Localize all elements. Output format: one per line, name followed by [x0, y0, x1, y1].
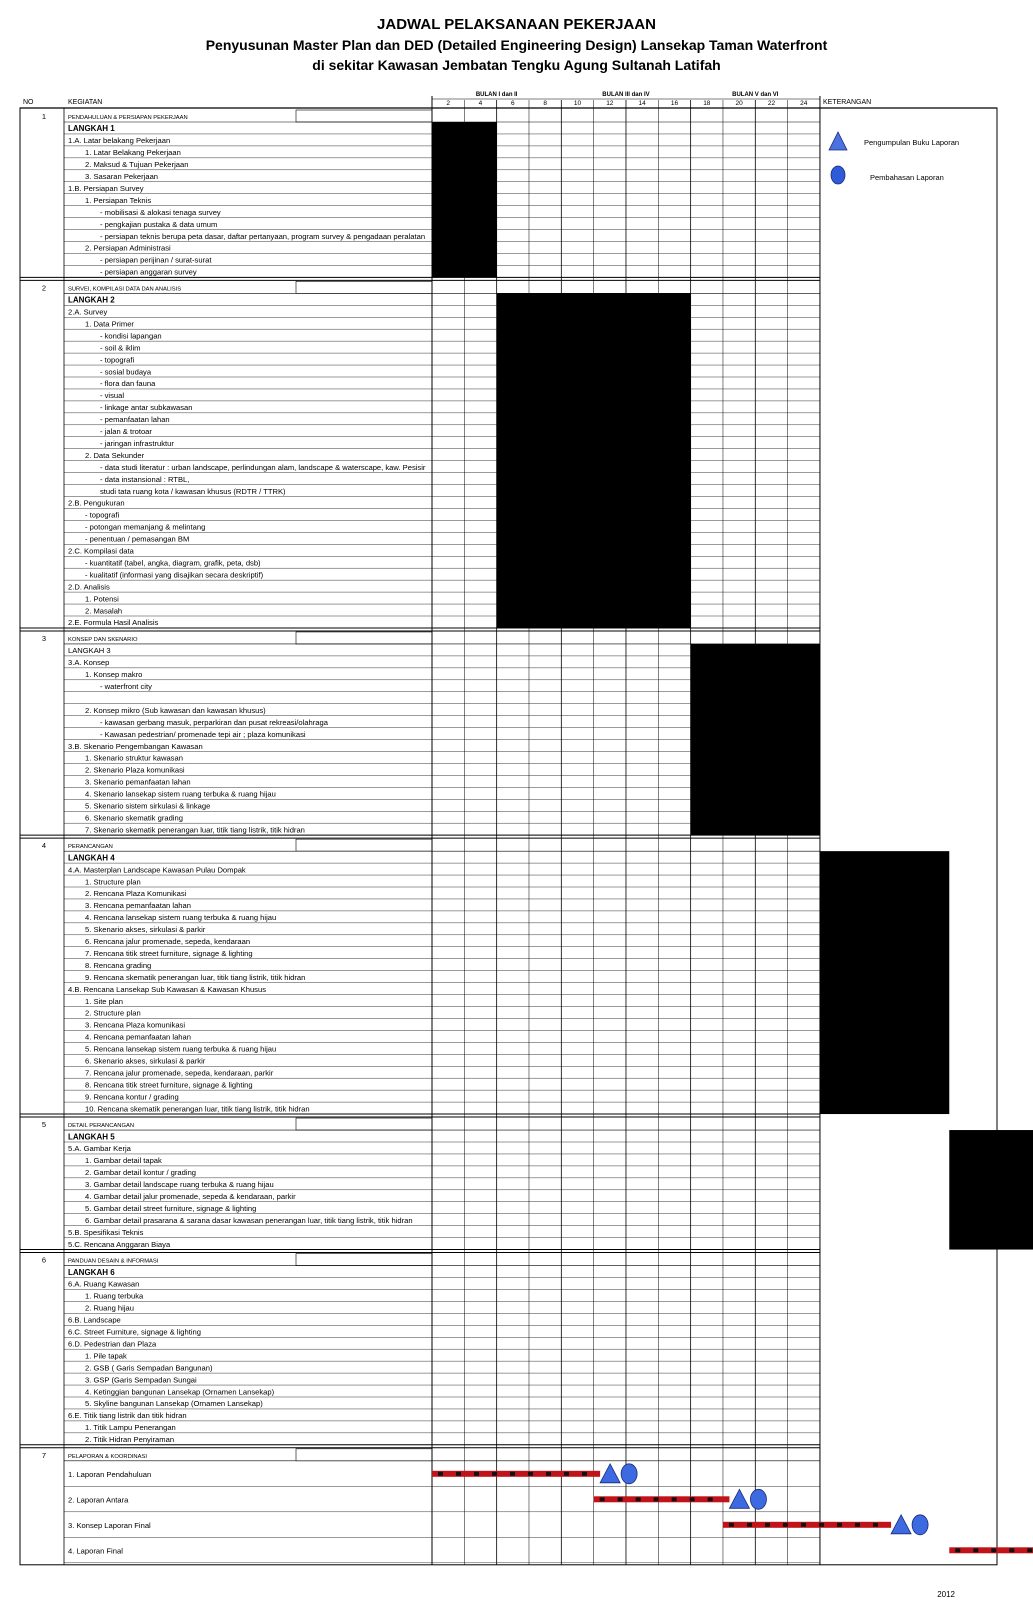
report-bar-pattern	[474, 1472, 479, 1476]
activity-label: 4. Gambar detail jalur promenade, sepeda & kendaraan, parkir	[85, 1192, 296, 1201]
activity-label: 5. Skyline bangunan Lansekap (Ornamen Lansekap)	[85, 1399, 263, 1409]
report-bar-pattern	[528, 1472, 533, 1476]
report-bar-pattern	[600, 1497, 605, 1501]
activity-label: - linkage antar subkawasan	[100, 403, 193, 413]
activity-label: 6.A. Ruang Kawasan	[68, 1279, 140, 1289]
activity-label: - kualitatif (informasi yang disajikan secara deskriptif)	[85, 570, 264, 580]
report-label: 4. Laporan Final	[68, 1546, 123, 1556]
activity-label: 5. Skenario akses, sirkulasi & parkir	[85, 925, 206, 935]
legend-circle-icon	[831, 166, 845, 184]
header-week-14: 14	[638, 100, 646, 107]
activity-label: 2.C. Kompilasi data	[68, 546, 134, 556]
activity-label: 3. Rencana Plaza komunikasi	[85, 1020, 186, 1030]
activity-label: LANGKAH 5	[68, 1132, 115, 1142]
activity-label: 4. Ketinggian bangunan Lansekap (Ornamen Lansekap)	[85, 1387, 275, 1397]
report-circle-marker	[912, 1515, 928, 1535]
activity-label: 9. Rencana skematik penerangan luar, titik tiang listrik, titik hidran	[85, 972, 306, 982]
activity-label: 2. Ruang hijau	[85, 1303, 134, 1313]
activity-label: 2. Maksud & Tujuan Pekerjaan	[85, 160, 189, 170]
activity-label: 2. Gambar detail kontur / grading	[85, 1168, 197, 1178]
report-bar-pattern	[991, 1548, 996, 1552]
activity-label: 5. Skenario sistem sirkulasi & linkage	[85, 801, 211, 811]
activity-label: 6.B. Landscape	[68, 1315, 121, 1325]
section-number-1: 1	[41, 112, 47, 121]
header-kegiatan: KEGIATAN	[68, 99, 103, 106]
report-bar-pattern	[1027, 1548, 1032, 1552]
activity-label: 3. Rencana pemanfaatan lahan	[85, 901, 191, 911]
activity-label: 7. Skenario skematik penerangan luar, titik tiang listrik, titik hidran	[85, 825, 305, 835]
activity-label: 2. Persiapan Administrasi	[85, 243, 171, 253]
activity-label: 7. Rencana jalur promenade, sepeda, kendaraan, parkir	[85, 1068, 274, 1078]
activity-label: 6.E. Titik tiang listrik dan titik hidran	[68, 1411, 187, 1421]
header-week-12: 12	[606, 100, 614, 107]
activity-label: 1.B. Persiapan Survey	[68, 183, 144, 193]
activity-label: - topografi	[100, 355, 135, 365]
section-number-5: 5	[41, 1120, 47, 1130]
report-bar-pattern	[654, 1497, 659, 1501]
header-week-24: 24	[800, 100, 808, 107]
activity-label: 2.E. Formula Hasil Analisis	[68, 618, 159, 628]
activity-label: 1. Structure plan	[85, 877, 141, 887]
activity-label: - kawasan gerbang masuk, perparkiran dan pusat rekreasi/olahraga	[100, 717, 328, 727]
activity-label: - flora dan fauna	[100, 379, 156, 389]
activity-label: 4. Rencana lansekap sistem ruang terbuka & ruang hijau	[85, 913, 277, 923]
header-week-20: 20	[735, 100, 743, 107]
legend-label-triangle: Pengumpulan Buku Laporan	[864, 138, 960, 147]
section-title-2: SURVEI, KOMPILASI DATA DAN ANALISIS	[68, 286, 182, 293]
activity-label: 1. Titik Lampu Penerangan	[85, 1423, 176, 1433]
header-month-3: BULAN V dan VI	[732, 92, 779, 98]
report-bar-pattern	[510, 1472, 515, 1476]
report-bar-pattern	[492, 1472, 497, 1476]
activity-label: 2. Titik Hidran Penyiraman	[85, 1435, 175, 1445]
section-title-3: KONSEP DAN SKENARIO	[68, 636, 138, 643]
activity-label: 5.B. Spesifikasi Teknis	[68, 1227, 144, 1237]
activity-label: 4.B. Rencana Lansekap Sub Kawasan & Kawasan Khusus	[68, 984, 266, 994]
activity-label: - persiapan anggaran survey	[100, 267, 197, 277]
activity-label: 2. Data Sekunder	[85, 450, 145, 460]
activity-label: 4. Rencana pemanfaatan lahan	[85, 1032, 191, 1042]
activity-label: 2. Skenario Plaza komunikasi	[85, 765, 185, 775]
report-bar-pattern	[955, 1548, 960, 1552]
section-title-5: DETAIL PERANCANGAN	[68, 1123, 135, 1130]
activity-label: - pengkajian pustaka & data umum	[100, 219, 218, 229]
activity-label: 5.A. Gambar Kerja	[68, 1144, 131, 1154]
activity-label: 6. Skenario skematik grading	[85, 813, 183, 823]
activity-label: - Kawasan pedestrian/ promenade tepi air ; plaza komunikasi	[100, 729, 306, 739]
schedule-bar-4	[820, 851, 949, 1114]
report-bar-pattern	[855, 1523, 860, 1527]
section-title-4: PERANCANGAN	[68, 844, 113, 851]
activity-label: 1. Potensi	[85, 594, 119, 604]
activity-label: LANGKAH 6	[68, 1267, 115, 1277]
page-subtitle: Penyusunan Master Plan dan DED (Detailed Engineering Design) Lansekap Taman Waterfront	[205, 37, 828, 53]
section-title-7: PELAPORAN & KOORDINASI	[68, 1453, 147, 1460]
activity-label: 8. Rencana titik street furniture, signage & lighting	[85, 1080, 253, 1090]
report-bar-pattern	[546, 1472, 551, 1476]
section-title-box-3	[296, 632, 432, 644]
header-week-18: 18	[703, 100, 711, 107]
activity-label: 1. Site plan	[85, 996, 123, 1006]
report-bar-pattern	[1009, 1548, 1014, 1552]
section-title-box-7	[296, 1449, 432, 1461]
activity-label: - mobilisasi & alokasi tenaga survey	[100, 207, 221, 217]
report-label: 1. Laporan Pendahuluan	[68, 1469, 152, 1479]
activity-label: 1. Pile tapak	[85, 1351, 127, 1361]
report-bar-pattern	[729, 1523, 734, 1527]
activity-label: LANGKAH 3	[68, 646, 111, 656]
activity-label: 6. Rencana jalur promenade, sepeda, kendaraan	[85, 937, 251, 946]
activity-label: 1. Persiapan Teknis	[85, 195, 152, 205]
activity-label: - soil & iklim	[100, 343, 141, 353]
activity-label: 2. Rencana Plaza Komunikasi	[85, 889, 187, 899]
report-bar-pattern	[973, 1548, 978, 1552]
report-bar	[949, 1547, 1033, 1553]
header-month-2: BULAN III dan IV	[602, 92, 650, 98]
activity-label: 7. Rencana titik street furniture, signage & lighting	[85, 948, 253, 958]
header-month-1: BULAN I dan II	[475, 92, 518, 98]
report-bar-pattern	[873, 1523, 878, 1527]
header-week-2: 2	[446, 100, 450, 107]
schedule-bar-1	[432, 122, 497, 277]
page-footer-year: 2012	[937, 1590, 955, 1599]
report-label: 2. Laporan Antara	[68, 1495, 129, 1505]
header-no: NO	[23, 99, 34, 106]
report-bar-pattern	[438, 1472, 443, 1476]
header-week-8: 8	[543, 100, 547, 107]
report-triangle-marker	[729, 1489, 749, 1508]
report-bar-pattern	[564, 1472, 569, 1476]
activity-label: 6. Skenario akses, sirkulasi & parkir	[85, 1056, 206, 1066]
section-title-box-4	[296, 839, 432, 851]
activity-label: 4.A. Masterplan Landscape Kawasan Pulau Dompak	[68, 865, 246, 875]
section-number-2: 2	[41, 283, 47, 293]
report-bar-pattern	[672, 1497, 677, 1501]
report-circle-marker	[621, 1464, 637, 1484]
report-bar-pattern	[747, 1523, 752, 1527]
activity-label: 6.C. Street Furniture, signage & lighting	[68, 1327, 201, 1337]
activity-label: 5. Rencana lansekap sistem ruang terbuka & ruang hijau	[85, 1044, 277, 1054]
report-bar-pattern	[690, 1497, 695, 1501]
activity-label: 6. Gambar detail prasarana & sarana dasar kawasan penerangan luar, titik tiang listrik, titik hidran	[85, 1215, 413, 1225]
activity-label: - persiapan teknis berupa peta dasar, daftar pertanyaan, program survey & pengadaan peralatan	[100, 231, 426, 241]
activity-label: - pemanfaatan lahan	[100, 415, 170, 425]
activity-label: 3.A. Konsep	[68, 658, 110, 668]
activity-label: - penentuan / pemasangan BM	[85, 534, 190, 544]
report-bar-pattern	[819, 1523, 824, 1527]
activity-label: 3. Skenario pemanfaatan lahan	[85, 777, 191, 787]
activity-label: 3. Gambar detail landscape ruang terbuka & ruang hijau	[85, 1180, 274, 1190]
activity-label: 5.C. Rencana Anggaran Biaya	[68, 1239, 171, 1249]
report-bar-pattern	[618, 1497, 623, 1501]
section-number-4: 4	[41, 841, 47, 851]
report-bar-pattern	[801, 1523, 806, 1527]
activity-label: 2. GSB ( Garis Sempadan Bangunan)	[85, 1363, 213, 1373]
activity-label: 2. Konsep mikro (Sub kawasan dan kawasan khusus)	[85, 705, 266, 715]
activity-label: 6.D. Pedestrian dan Plaza	[68, 1339, 157, 1349]
section-title-1: PENDAHULUAN & PERSIAPAN PEKERJAAN	[68, 115, 188, 121]
activity-label: 2. Structure plan	[85, 1008, 141, 1018]
report-triangle-marker	[600, 1464, 620, 1483]
activity-label: 2. Masalah	[85, 606, 123, 616]
activity-label: 8. Rencana grading	[85, 960, 152, 970]
activity-label: 10. Rencana skematik penerangan luar, titik tiang listrik, titik hidran	[85, 1104, 310, 1114]
section-number-7: 7	[41, 1450, 47, 1460]
activity-label: 2.A. Survey	[68, 307, 108, 317]
activity-label: 3.B. Skenario Pengembangan Kawasan	[68, 741, 203, 751]
section-title-box-2	[296, 281, 432, 293]
activity-label: 1. Gambar detail tapak	[85, 1156, 162, 1166]
activity-label: 1. Data Primer	[85, 319, 134, 329]
page-subtitle-location: di sekitar Kawasan Jembatan Tengku Agung Sultanah Latifah	[312, 57, 721, 73]
legend-label-circle: Pembahasan Laporan	[870, 173, 944, 182]
header-week-16: 16	[670, 100, 679, 107]
activity-label: LANGKAH 4	[68, 853, 115, 863]
activity-label: - kuantitatif (tabel, angka, diagram, grafik, peta, dsb)	[85, 558, 261, 568]
header-week-22: 22	[767, 100, 776, 107]
activity-label: 1. Skenario struktur kawasan	[85, 753, 183, 763]
activity-label: 5. Gambar detail street furniture, signage & lighting	[85, 1203, 257, 1213]
activity-label: 1. Latar Belakang Pekerjaan	[85, 148, 181, 158]
header-week-10: 10	[573, 100, 582, 107]
section-title-6: PANDUAN DESAIN & INFORMASI	[68, 1258, 159, 1265]
activity-label: 1. Konsep makro	[85, 670, 143, 680]
report-bar-pattern	[708, 1497, 713, 1501]
activity-label: - jaringan infrastruktur	[100, 438, 174, 448]
activity-label: studi tata ruang kota / kawasan khusus (RDTR / TTRK)	[100, 486, 286, 496]
page-title: JADWAL PELAKSANAAN PEKERJAAN	[377, 16, 656, 33]
section-title-box-6	[296, 1254, 432, 1266]
section-number-3: 3	[41, 633, 47, 643]
header-week-4: 4	[478, 100, 483, 107]
activity-label: 9. Rencana kontur / grading	[85, 1092, 179, 1102]
activity-label: 3. Sasaran Pekerjaan	[85, 172, 159, 181]
report-bar-pattern	[837, 1523, 842, 1527]
activity-label: - topografi	[85, 510, 120, 520]
activity-label: - data instansional : RTBL,	[100, 474, 190, 484]
header-keterangan: KETERANGAN	[822, 99, 872, 106]
activity-label: - data studi literatur : urban landscape, perlindungan alam, landscape & waterscape, kaw. Pesisir	[100, 462, 426, 472]
header-week-6: 6	[511, 100, 515, 107]
activity-label: - jalan & trotoar	[100, 427, 152, 436]
activity-label: 1. Ruang terbuka	[85, 1291, 144, 1301]
report-triangle-marker	[891, 1515, 911, 1534]
activity-label: 4. Skenario lansekap sistem ruang terbuka & ruang hijau	[85, 789, 276, 799]
legend-triangle-icon	[829, 132, 847, 150]
activity-label: - sosial budaya	[100, 367, 152, 377]
section-title-box-5	[296, 1118, 432, 1130]
report-bar-pattern	[765, 1523, 770, 1527]
activity-label: LANGKAH 2	[68, 295, 115, 305]
report-bar-pattern	[582, 1472, 587, 1476]
report-bar-pattern	[456, 1472, 461, 1476]
schedule-bar-2	[497, 293, 691, 628]
report-bar-pattern	[783, 1523, 788, 1527]
schedule-bar-3	[691, 644, 820, 835]
activity-label: - potongan memanjang & melintang	[85, 522, 206, 532]
activity-label: 2.D. Analisis	[68, 582, 110, 592]
section-number-6: 6	[41, 1255, 47, 1265]
section-title-box-1	[296, 110, 432, 122]
schedule-bar-5	[949, 1130, 1033, 1250]
activity-label: LANGKAH 1	[68, 124, 115, 134]
report-label: 3. Konsep Laporan Final	[68, 1520, 151, 1530]
activity-label: 1.A. Latar belakang Pekerjaan	[68, 136, 171, 146]
activity-label: - waterfront city	[100, 682, 152, 691]
activity-label: - kondisi lapangan	[100, 331, 162, 341]
report-circle-marker	[750, 1489, 766, 1509]
activity-label: 3. GSP (Garis Sempadan Sungai	[85, 1375, 197, 1385]
activity-label: - visual	[100, 391, 125, 401]
activity-label: - persiapan perijinan / surat-surat	[100, 255, 212, 265]
report-bar-pattern	[636, 1497, 641, 1501]
activity-label: 2.B. Pengukuran	[68, 498, 125, 508]
